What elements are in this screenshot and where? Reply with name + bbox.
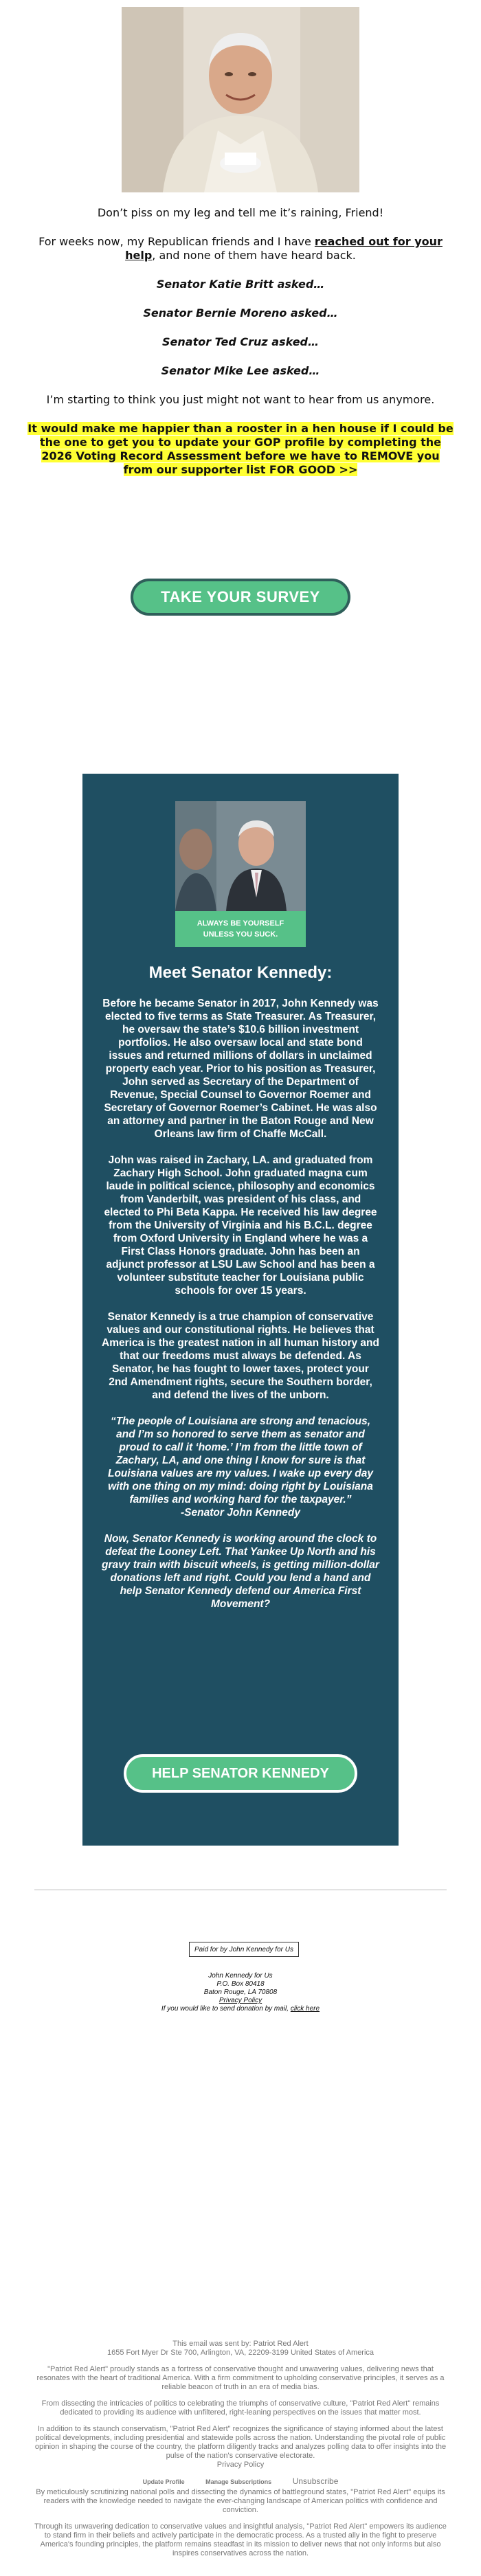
- quote-text: “The people of Louisiana are strong and tenacious, and I’m so honored to serve them as senator and proud to call it ‘home.’ I’m from the little town of Zachary, LA, and one thing I know for sure is that Louisiana values are my values. I wake up every day with one thing on my mind: doing right by Louisiana families and working hard for the taxpayer.”: [108, 1415, 373, 1505]
- footer-about-4: By meticulously scrutinizing national polls and dissecting the dynamics of battleground states, "Patriot Red Alert" equips its readers with the knowledge needed to navigate the ever-changing landscape of American politics with confidence and conviction.: [36, 2488, 445, 2514]
- card-title: Meet Senator Kennedy:: [148, 963, 333, 982]
- intro-after: , and none of them have heard back.: [152, 249, 356, 262]
- bio-paragraph-3: Senator Kennedy is a true champion of conservative values and our constitutional rights. He believes that America is the greatest nation in all human history and that our freedoms must always be defended. As Senator, he has fought to lower taxes, protect your 2nd Amendment rights, secure the Southern border, and defend the lives of the unborn.: [102, 1311, 379, 1401]
- bio-paragraph-1: Before he became Senator in 2017, John Kennedy was elected to five terms as State Treasurer. As Treasurer, he oversaw the state’s $10.6 billion investment portfolios. He also oversaw local and state bond issues and returned millions of dollars in unclaimed property each year. Prior to his position as Treasurer, John served as Secretary of the Department of Revenue, Special Counsel to Governor Roemer and Secretary of Governor Roemer’s Cabinet. He was also an attorney and partner in the Baton Rouge and New Orleans law firm of Chaffe McCall.: [102, 998, 379, 1140]
- senator-portrait: [175, 801, 306, 947]
- ask-moreno: Senator Bernie Moreno asked…: [143, 306, 338, 320]
- closing-paragraph: Now, Senator Kennedy is working around the clock to defeat the Looney Left. That Yankee Up North and his gravy train with biscuit wheels, is getting million-dollar donations left and right. Could you lend a hand and help Senator Kennedy defend our America First Movement?: [102, 1533, 379, 1610]
- footer-sender-block: [31, 2340, 450, 2357]
- bio-paragraph-2: John was raised in Zachary, LA. and graduated from Zachary High School. John graduated magna cum laude in political science, philosophy and economics from Vanderbilt, was president of his class, and elected to Phi Beta Kappa. He received his law degree from the University of Virginia and his B.C.L. degree from Oxford University in England where he was a First Class Honors graduate. John has been an adjunct professor at LSU Law School and has been a volunteer substitute teacher for Louisiana public schools for over 15 years.: [104, 1154, 377, 1297]
- take-survey-button[interactable]: TAKE YOUR SURVEY: [131, 579, 350, 616]
- footer-about-3: In addition to its staunch conservatism, "Patriot Red Alert" recognizes the significance of staying informed about the latest political developments, including presidential and statewide polls across the nation. Understanding the pivotal role of public opinion in shaping the course of the country, the platform diligently tracks and analyzes polling data to offer insights into the pulse of the nation's conservative electorate.: [34, 2425, 447, 2460]
- quote-block: [102, 1415, 379, 1519]
- highlight-paragraph[interactable]: [27, 422, 454, 477]
- committee-address: [103, 1972, 378, 2013]
- hero-photo-senator: [122, 7, 359, 192]
- ask-britt: Senator Katie Britt asked…: [156, 278, 325, 291]
- hero-photo-illustration: [122, 7, 359, 192]
- footer-about-5: Through its unwavering dedication to conservative values and insightful analysis, "Patriot Red Alert" empowers its audience to stand firm in their beliefs and actively participate in the democratic process. As a trusted ally in the fight to preserve America's founding principles, the platform remains steadfast in its mission to deliver news that not only informs but also inspires conservatives across the nation.: [34, 2522, 447, 2557]
- ask-lee: Senator Mike Lee asked…: [161, 364, 320, 377]
- update-profile-link[interactable]: Update Profile: [142, 2478, 185, 2485]
- quote-attribution: -Senator John Kennedy: [181, 1507, 300, 1519]
- portrait-illustration: [175, 801, 306, 947]
- reached-out-link[interactable]: reached out for your help: [125, 235, 443, 262]
- senator-card: [82, 774, 399, 1846]
- manage-subscriptions-link[interactable]: Manage Subscriptions: [205, 2478, 272, 2485]
- mail-donation-line: [103, 2005, 378, 2013]
- intro-paragraph: [27, 235, 454, 262]
- committee-name: John Kennedy for Us: [208, 1972, 273, 1980]
- portrait-caption-line-2: UNLESS YOU SUCK.: [203, 930, 278, 939]
- ask-cruz: Senator Ted Cruz asked…: [162, 335, 319, 348]
- mail-donation-text: If you would like to send donation by mail,: [161, 2005, 291, 2013]
- committee-privacy-link[interactable]: Privacy Policy: [219, 1997, 262, 2004]
- mail-donation-link[interactable]: click here: [290, 2005, 320, 2013]
- footer-sender-address: 1655 Fort Myer Dr Ste 700, Arlington, VA, 22209-3199 United States of America: [107, 2349, 374, 2357]
- highlight-link[interactable]: It would make me happier than a rooster in a hen house if I could be the one to get you to update your GOP profile by completing the 2026 Voting Record Assessment before we have to REMOVE you from our supporter list FOR GOOD >>: [27, 422, 454, 476]
- footer-sent-by: This email was sent by: Patriot Red Alert: [172, 2340, 309, 2348]
- footer-about-1: "Patriot Red Alert" proudly stands as a fortress of conservative thought and unwavering values, delivering news that resonates with the heart of traditional America. With a firm commitment to upholding conservative principles, it serves as a reliable beacon of truth in an era of media bias.: [36, 2365, 445, 2391]
- greeting-text: Don’t piss on my leg and tell me it’s raining, Friend!: [97, 206, 384, 219]
- footer-privacy-policy-link[interactable]: Privacy Policy: [216, 2461, 265, 2469]
- help-senator-kennedy-button[interactable]: HELP SENATOR KENNEDY: [124, 1754, 357, 1793]
- footer-links: [31, 2477, 450, 2487]
- starting-text: I’m starting to think you just might not want to hear from us anymore.: [46, 393, 435, 406]
- footer-about-3-block: [31, 2425, 450, 2469]
- unsubscribe-link[interactable]: Unsubscribe: [292, 2476, 339, 2486]
- footer-about-2: From dissecting the intricacies of politics to celebrating the triumphs of conservative culture, "Patriot Red Alert" remains dedicated to providing its audience with unfiltered, right-leaning perspectives on the issues that matter most.: [41, 2399, 440, 2417]
- email-footer: [31, 2340, 450, 2566]
- card-body: [102, 997, 379, 1624]
- committee-po-box: P.O. Box 80418: [216, 1980, 265, 1988]
- portrait-caption-line-1: ALWAYS BE YOURSELF: [197, 919, 284, 928]
- paid-for-disclaimer: Paid for by John Kennedy for Us: [189, 1942, 299, 1957]
- letter-body: [27, 206, 454, 492]
- intro-before: For weeks now, my Republican friends and I have: [38, 235, 315, 248]
- committee-city: Baton Rouge, LA 70808: [203, 1989, 278, 1996]
